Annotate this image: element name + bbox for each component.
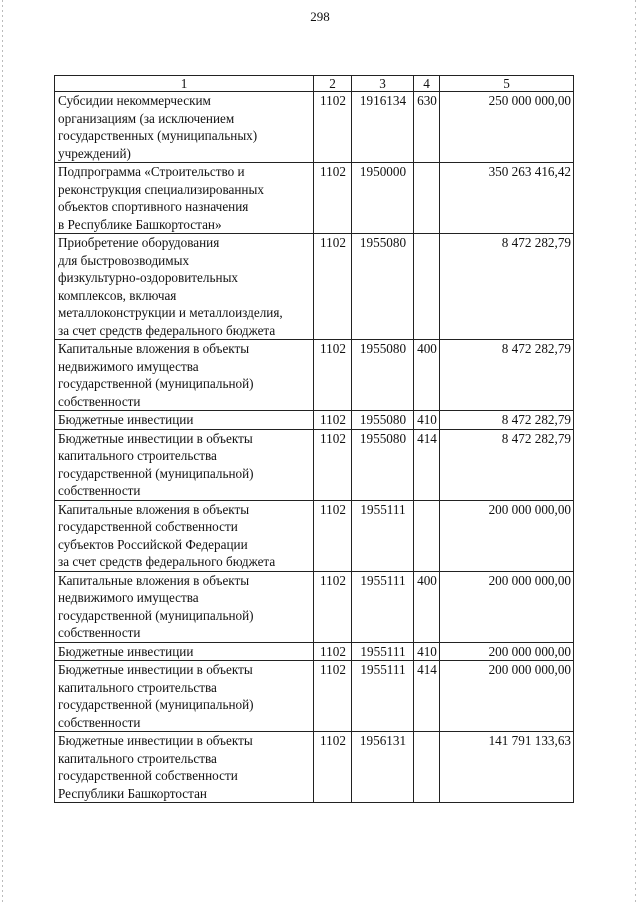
row-section-cell: 1102 — [314, 429, 352, 500]
row-amount-cell: 200 000 000,00 — [440, 500, 574, 571]
table-row — [55, 340, 574, 411]
row-section-cell: 1102 — [314, 571, 352, 642]
row-expense-type-cell — [414, 163, 440, 234]
row-expense-type-cell: 410 — [414, 642, 440, 661]
table-row — [55, 234, 574, 340]
header-cell-5: 5 — [440, 76, 574, 92]
row-expense-type-cell: 400 — [414, 340, 440, 411]
row-name-cell: Бюджетные инвестиции в объекты капитального строительства государственной (муниципальной) собственности — [55, 661, 314, 732]
row-article-cell: 1955111 — [352, 661, 414, 732]
row-name-cell: Приобретение оборудования для быстровозводимых физкультурно-оздоровительных комплексов, включая металлоконструкции и металлоизделия, за счет средств федерального бюджета — [55, 234, 314, 340]
row-section-cell: 1102 — [314, 340, 352, 411]
row-expense-type-cell: 400 — [414, 571, 440, 642]
row-name-cell: Подпрограмма «Строительство и реконструкция специализированных объектов спортивного назначения в Республике Башкортостан» — [55, 163, 314, 234]
row-article-cell: 1956131 — [352, 732, 414, 803]
scan-edge-left — [2, 0, 3, 905]
row-section-cell: 1102 — [314, 234, 352, 340]
row-expense-type-cell: 414 — [414, 661, 440, 732]
row-article-cell: 1955080 — [352, 429, 414, 500]
row-article-cell: 1955111 — [352, 571, 414, 642]
table-row — [55, 92, 574, 163]
row-name-cell: Бюджетные инвестиции в объекты капитального строительства государственной (муниципальной) собственности — [55, 429, 314, 500]
table-row — [55, 661, 574, 732]
row-expense-type-cell: 410 — [414, 411, 440, 430]
row-article-cell: 1955080 — [352, 340, 414, 411]
row-expense-type-cell — [414, 500, 440, 571]
row-article-cell: 1916134 — [352, 92, 414, 163]
row-section-cell: 1102 — [314, 163, 352, 234]
row-expense-type-cell — [414, 234, 440, 340]
row-expense-type-cell: 630 — [414, 92, 440, 163]
row-amount-cell: 141 791 133,63 — [440, 732, 574, 803]
table-row — [55, 642, 574, 661]
row-amount-cell: 200 000 000,00 — [440, 571, 574, 642]
row-article-cell: 1955080 — [352, 411, 414, 430]
row-amount-cell: 250 000 000,00 — [440, 92, 574, 163]
row-name-cell: Бюджетные инвестиции — [55, 642, 314, 661]
table-row — [55, 500, 574, 571]
row-section-cell: 1102 — [314, 642, 352, 661]
header-cell-1: 1 — [55, 76, 314, 92]
row-name-cell: Бюджетные инвестиции в объекты капитального строительства государственной собственности Республики Башкортостан — [55, 732, 314, 803]
row-article-cell: 1955111 — [352, 642, 414, 661]
header-cell-4: 4 — [414, 76, 440, 92]
row-name-cell: Капитальные вложения в объекты недвижимого имущества государственной (муниципальной) собственности — [55, 571, 314, 642]
table-row — [55, 732, 574, 803]
page-number: 298 — [310, 9, 330, 24]
row-amount-cell: 200 000 000,00 — [440, 642, 574, 661]
row-name-cell: Капитальные вложения в объекты недвижимого имущества государственной (муниципальной) собственности — [55, 340, 314, 411]
row-expense-type-cell: 414 — [414, 429, 440, 500]
row-amount-cell: 350 263 416,42 — [440, 163, 574, 234]
row-article-cell: 1955111 — [352, 500, 414, 571]
row-amount-cell: 8 472 282,79 — [440, 429, 574, 500]
table-header-row — [55, 76, 574, 92]
row-section-cell: 1102 — [314, 92, 352, 163]
row-section-cell: 1102 — [314, 661, 352, 732]
row-section-cell: 1102 — [314, 732, 352, 803]
row-name-cell: Бюджетные инвестиции — [55, 411, 314, 430]
row-amount-cell: 8 472 282,79 — [440, 234, 574, 340]
header-cell-2: 2 — [314, 76, 352, 92]
row-article-cell: 1950000 — [352, 163, 414, 234]
scan-edge-right — [635, 0, 636, 905]
row-amount-cell: 8 472 282,79 — [440, 411, 574, 430]
budget-table — [54, 75, 574, 803]
table-row — [55, 429, 574, 500]
row-expense-type-cell — [414, 732, 440, 803]
row-amount-cell: 200 000 000,00 — [440, 661, 574, 732]
header-cell-3: 3 — [352, 76, 414, 92]
row-article-cell: 1955080 — [352, 234, 414, 340]
row-name-cell: Субсидии некоммерческим организациям (за исключением государственных (муниципальных) учреждений) — [55, 92, 314, 163]
row-section-cell: 1102 — [314, 500, 352, 571]
table-row — [55, 163, 574, 234]
table-row — [55, 411, 574, 430]
row-name-cell: Капитальные вложения в объекты государственной собственности субъектов Российской Федерации за счет средств федерального бюджета — [55, 500, 314, 571]
row-section-cell: 1102 — [314, 411, 352, 430]
table-row — [55, 571, 574, 642]
row-amount-cell: 8 472 282,79 — [440, 340, 574, 411]
